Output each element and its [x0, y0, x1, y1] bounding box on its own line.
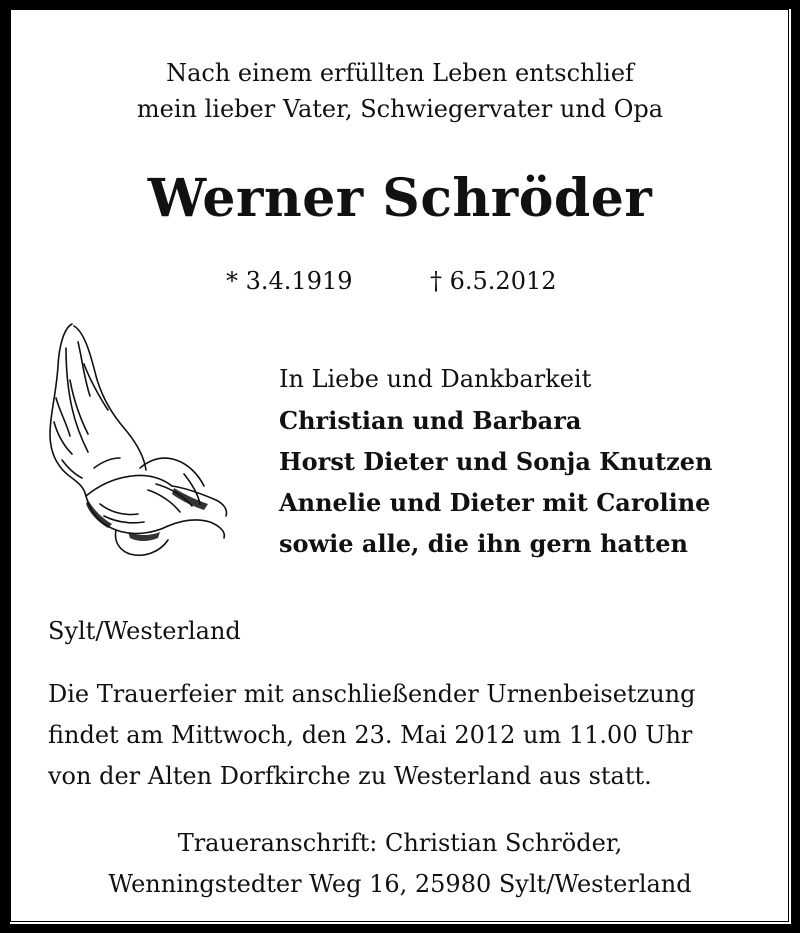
birth-date: * 3.4.1919: [226, 267, 353, 295]
mourner-name: sowie alle, die ihn gern hatten: [279, 529, 688, 558]
deceased-name: Werner Schröder: [147, 168, 653, 229]
ceremony-line-1: Die Trauerfeier mit anschließender Urnenbeisetzung: [48, 680, 696, 708]
address-text: [0, 823, 800, 905]
death-date: † 6.5.2012: [430, 267, 557, 295]
mourners-block: [279, 359, 712, 564]
address-line-1: Traueranschrift: Christian Schröder,: [177, 829, 623, 857]
praying-hands-icon: [44, 318, 234, 563]
mourners-intro: In Liebe und Dankbarkeit: [279, 365, 592, 393]
location-text: Sylt/Westerland: [48, 617, 241, 645]
ceremony-line-2: findet am Mittwoch, den 23. Mai 2012 um 11.00 Uhr: [48, 721, 693, 749]
intro-line-1: Nach einem erfüllten Leben entschlief: [166, 59, 634, 87]
mourner-name: Annelie und Dieter mit Caroline: [279, 488, 711, 517]
address-line-2: Wenningstedter Weg 16, 25980 Sylt/Westerland: [108, 870, 692, 898]
mourner-name: Horst Dieter und Sonja Knutzen: [279, 447, 713, 476]
mourner-name: Christian und Barbara: [279, 406, 582, 435]
intro-line-2: mein lieber Vater, Schwiegervater und Opa: [136, 95, 664, 123]
ceremony-line-3: von der Alten Dorfkirche zu Westerland aus statt.: [48, 762, 652, 790]
intro-text: [0, 55, 800, 127]
ceremony-text: [48, 674, 695, 797]
